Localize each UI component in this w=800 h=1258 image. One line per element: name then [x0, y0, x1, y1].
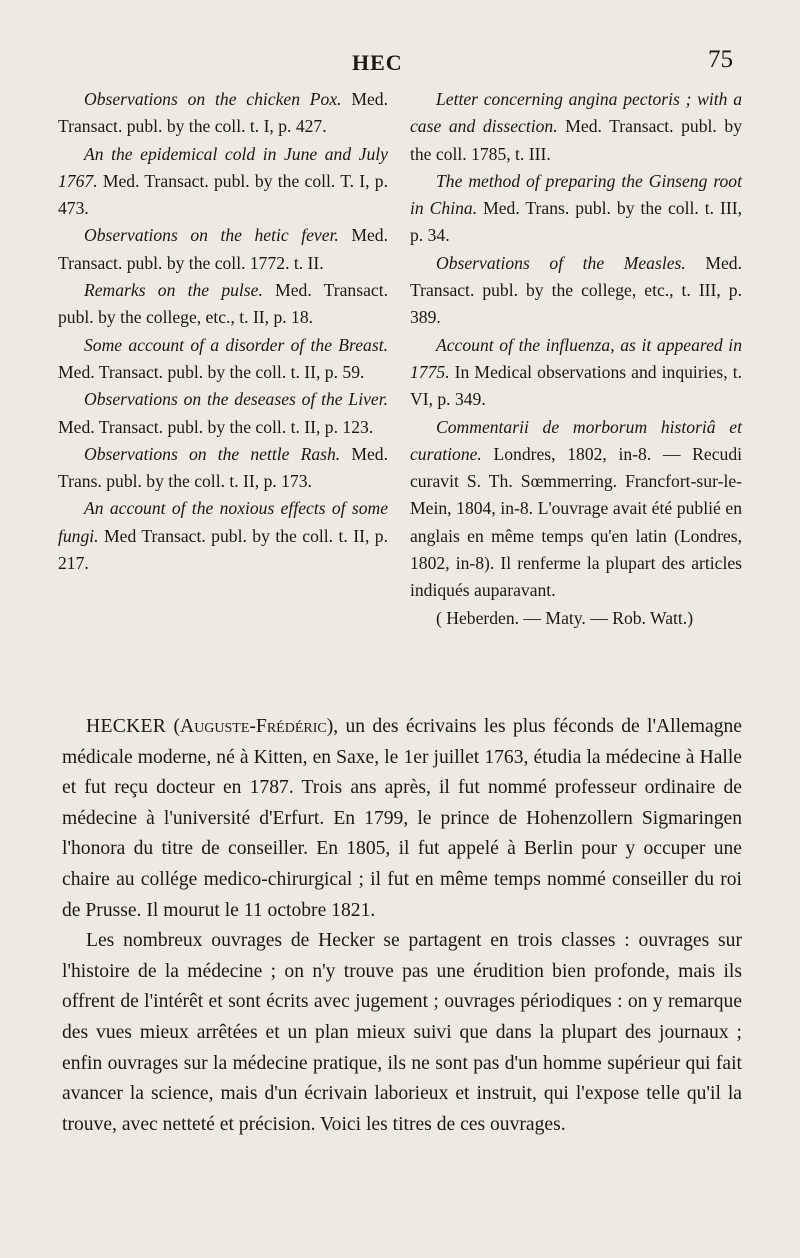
entry-citation: Londres, 1802, in-8. — Recudi curavit S. Th. Sœmmerring. Francfort-sur-le-Mein, 1804, in-8. L'ouvrage avait été publié en anglais en même temps qu'en latin (Londres, 1802, in-8). Il renferme la plupart des articles indiqués auparavant. — [410, 443, 742, 601]
bibliography-entry — [410, 332, 742, 414]
entry-title: Account of the influenza, as it appeared in 1775. — [410, 334, 742, 382]
entry-citation: Med. Transact. publ. by the coll. t. II, p. 59. — [58, 361, 365, 382]
article-given-names: (Auguste-Frédéric) — [173, 716, 334, 737]
running-head — [0, 46, 800, 76]
entry-title: Observations on the nettle Rash. — [84, 443, 341, 464]
entry-citation: Med Transact. publ. by the coll. t. II, p. 217. — [58, 525, 388, 574]
entry-title: An the epidemical cold in June and July 1767. — [58, 143, 388, 191]
page-number: 75 — [708, 46, 733, 73]
biography-article — [62, 712, 742, 1140]
bibliography-entry — [58, 86, 388, 141]
entry-title: The method of preparing the Ginseng root in China. — [410, 170, 742, 219]
entry-title: Observations on the deseases of the Liver. — [84, 389, 388, 410]
entry-citation: Med. Trans. publ. by the coll. t. III, p. 34. — [410, 198, 742, 246]
bibliography-entry — [410, 86, 742, 168]
sources-line — [410, 605, 742, 632]
entry-title: Some account of a disorder of the Breast. — [84, 334, 388, 355]
entry-citation: Med. Transact. publ. by the college, etc., t. III, p. 389. — [410, 252, 742, 328]
right-column — [410, 86, 742, 632]
bibliography-entry — [410, 168, 742, 250]
bibliography-entry — [58, 332, 388, 387]
bibliography-entry — [410, 250, 742, 332]
entry-title: Commentarii de morborum historiâ et curatione. — [410, 416, 742, 464]
entry-title: Observations on the chicken Pox. — [84, 89, 342, 109]
article-headword: HECKER — [86, 716, 167, 737]
entry-citation: Med. Transact. publ. by the college, etc., t. II, p. 18. — [58, 280, 388, 328]
running-head-word: HEC — [352, 50, 403, 75]
entry-title: Remarks on the pulse. — [84, 280, 263, 301]
entry-title: Letter concerning angina pectoris ; with a case and dissection. — [410, 89, 742, 137]
entry-citation: Med. Transact. publ. by the coll. 1772. t. II. — [58, 225, 389, 273]
left-column — [58, 86, 388, 577]
bibliography-entry — [58, 386, 388, 441]
bibliography-entry — [410, 414, 742, 605]
bibliography-entry — [58, 222, 388, 277]
biography-text: , un des écrivains les plus féconds de l'Allemagne médicale moderne, né à Kitten, en Saxe, le 1er juillet 1763, étudia la médecine à Halle et fut reçu docteur en 1787. Trois ans après, il fut nommé professeur ordinaire de médecine à l'université d'Erfurt. En 1799, le prince de Hohenzollern Sigmaringen l'honora du titre de conseiller. En 1805, il fut appelé à Berlin pour y occuper une chaire au collége medico-chirurgical ; il fut en même temps nommé conseiller du roi de Prusse. Il mourut le 11 octobre 1821. — [62, 716, 742, 921]
entry-citation: ( Heberden. — Maty. — Rob. Watt.) — [436, 607, 694, 628]
bibliography-entry — [58, 495, 388, 577]
entry-title: Observations on the hetic fever. — [84, 225, 339, 246]
entry-title: An account of the noxious effects of some fungi. — [58, 498, 388, 546]
entry-citation: Med. Transact. publ. by the coll. t. I, p. 427. — [58, 89, 389, 137]
bibliography-entry — [58, 277, 388, 332]
entry-citation: In Medical observations and inquiries, t. VI, p. 349. — [410, 361, 742, 410]
entry-citation: Med. Transact. publ. by the coll. T. I, p. 473. — [58, 170, 388, 219]
entry-title: Observations of the Measles. — [436, 252, 686, 273]
bibliography-entry — [58, 141, 388, 223]
entry-citation: Med. Trans. publ. by the coll. t. II, p. 173. — [58, 443, 388, 492]
biography-paragraph — [62, 712, 742, 926]
bibliography-entry — [58, 441, 388, 496]
entry-citation: Med. Transact. publ. by the coll. t. II, p. 123. — [58, 416, 374, 437]
works-paragraph: Les nombreux ouvrages de Hecker se partagent en trois classes : ouvrages sur l'histoire de la médecine ; on n'y trouve pas une érudition bien profonde, mais ils offrent de l'intérêt et sont écrits avec jugement ; ouvrages périodiques : on y remarque des vues mieux arrêtées et un plan mieux suivi que dans la plupart des journaux ; enfin ouvrages sur la médecine pratique, ils ne sont pas d'un homme supérieur qui fait avancer la science, mais d'un écrivain laborieux et instruit, qui l'expose telle qu'il la trouve, avec netteté et précision. Voici les titres de ces ouvrages. — [62, 930, 742, 1135]
entry-citation: Med. Transact. publ. by the coll. 1785, t. III. — [410, 116, 743, 164]
